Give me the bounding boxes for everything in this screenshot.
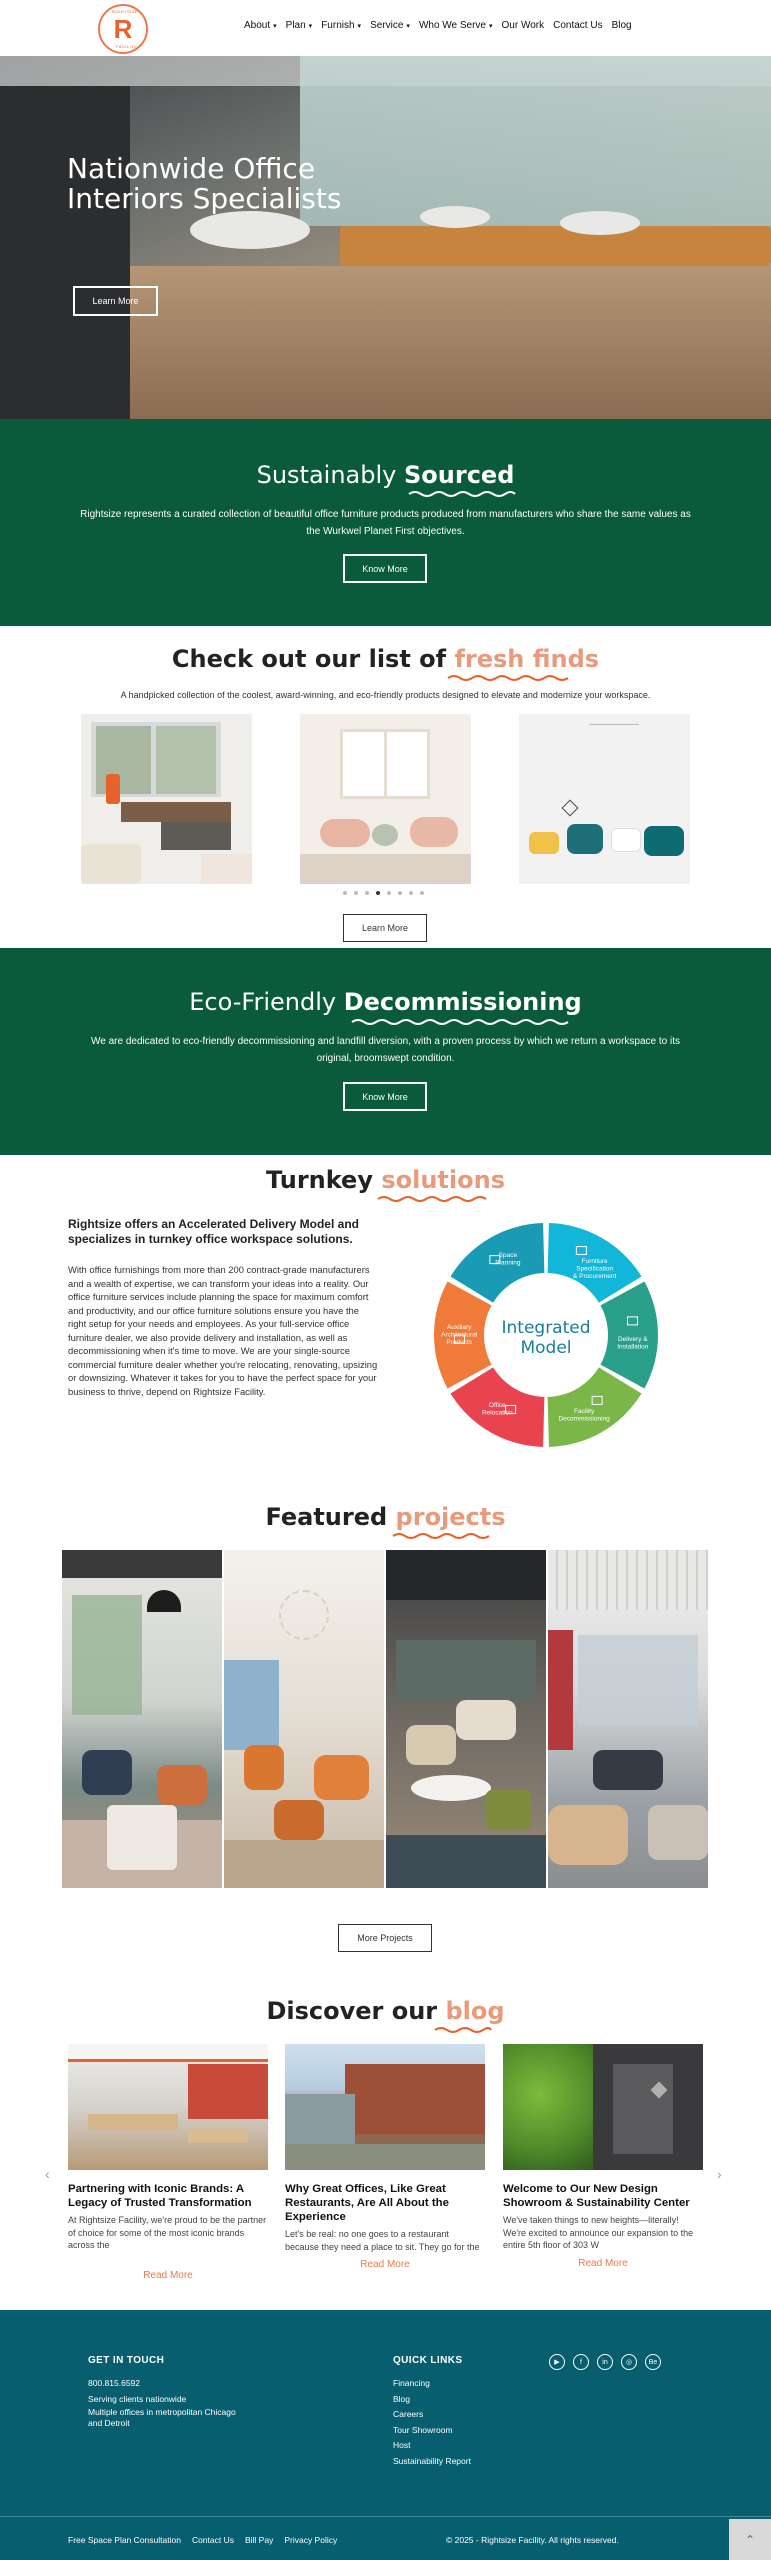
footer-link-careers[interactable]: Careers: [393, 2409, 424, 2420]
blog-title: Discover our blog: [266, 1997, 505, 2025]
title-squiggle: [446, 674, 571, 682]
phone-link[interactable]: 800.815.6592: [88, 2378, 140, 2388]
blog-post-title[interactable]: Welcome to Our New Design Showroom & Sustainability Center: [503, 2183, 690, 2209]
blog-prev-arrow[interactable]: ‹: [45, 2166, 50, 2182]
carousel-dot[interactable]: [343, 891, 347, 895]
carousel-dot[interactable]: [409, 891, 413, 895]
footer-link-sustainability-report[interactable]: Sustainability Report: [393, 2455, 471, 2466]
hero-photo-dark-wall: [0, 86, 130, 419]
blog-post-excerpt: At Rightsize Facility, we're proud to be the partner of choice for some of the most iconic brands across the: [68, 2215, 267, 2250]
wheel-segment-label: Space Planning: [495, 1251, 521, 1267]
footer-link-financing[interactable]: Financing: [393, 2378, 430, 2388]
hero-photo-table: [420, 206, 490, 228]
turnkey-heading: Rightsize offers an Accelerated Delivery Model and specializes in turnkey office workspace solutions.: [68, 1217, 359, 1246]
instagram-icon[interactable]: ◎: [621, 2354, 637, 2370]
footer-link-blog[interactable]: Blog: [393, 2393, 411, 2404]
section-text: Rightsize represents a curated collection of beautiful office furniture products produced from manufacturers who share the same values as the Wurkwel Planet First objectives.: [80, 509, 691, 537]
hero-learn-more-button[interactable]: Learn More: [73, 286, 158, 316]
fresh-finds-text: A handpicked collection of the coolest, award-winning, and eco-friendly products designed to elevate and modernize your workspace.: [120, 690, 651, 700]
main-nav: [244, 20, 632, 31]
behance-icon[interactable]: Be: [645, 2354, 661, 2370]
logo-bottom-text: FACILITY: [116, 44, 138, 49]
title-squiggle: [350, 1018, 575, 1026]
section-text: We are dedicated to eco-friendly decommissioning and landfill diversion, with a proven process by which we return a workspace to its original, broomswept condition.: [91, 1036, 680, 1064]
logo-letter: R: [113, 13, 133, 44]
contact-list: [88, 2376, 238, 2429]
nav-item-label: Service: [370, 20, 404, 31]
get-in-touch-heading: GET IN TOUCH: [88, 2355, 165, 2366]
youtube-icon[interactable]: ▶: [549, 2354, 565, 2370]
nav-item-our-work[interactable]: [502, 20, 545, 31]
nav-item-label: Plan: [285, 20, 306, 31]
hero-photo-table: [190, 211, 310, 249]
wheel-segment-label: Auxiliary Architectural Products: [441, 1323, 478, 1346]
nav-item-who-we-serve[interactable]: [419, 20, 493, 31]
logo-top-text: RIGHTSIZE: [112, 9, 138, 14]
copyright: © 2025 - Rightsize Facility. All rights reserved.: [446, 2535, 619, 2545]
blog-card[interactable]: [285, 2044, 485, 2270]
linkedin-icon[interactable]: in: [597, 2354, 613, 2370]
turnkey-body: With office furnishings from more than 200 contract-grade manufacturers and a wealth of expertise, we can transform your ideas into a reality. Our office furniture services include planning the space for maximum comfort and productivity, and our office furniture solutions ensure you have the right setup for your needs and employees. As your full-service office furniture dealer, we also provide delivery and installation, as well as decommissioning when it's time to move. We are your single-source commercial furniture dealer whether you're relocating, renovating, upsizing or downsizing. Whatever it takes for you to have the perfect space for your business to thrive, depend on Rightsize Facility.: [68, 1264, 378, 1397]
carousel-dot[interactable]: [420, 891, 424, 895]
chevron-down-icon: ▾: [406, 22, 410, 30]
eco-decommissioning-section: [0, 948, 771, 1155]
hero-photo-table: [560, 211, 640, 235]
carousel-dot[interactable]: [398, 891, 402, 895]
title-squiggle: [391, 1532, 491, 1540]
bottom-bar: [0, 2516, 771, 2560]
nav-item-about[interactable]: [244, 20, 277, 31]
title-squiggle: [376, 1195, 491, 1203]
blog-card[interactable]: [503, 2044, 703, 2269]
blog-post-excerpt: We've taken things to new heights—literally! We're excited to announce our expansion to the entire 5th floor of 303 W: [503, 2215, 694, 2250]
fresh-finds-title: Check out our list of fresh finds: [171, 645, 600, 673]
bottom-link-free-space-plan-consultation[interactable]: Free Space Plan Consultation: [68, 2535, 181, 2545]
nav-item-service[interactable]: [370, 20, 410, 31]
blog-image[interactable]: [68, 2044, 268, 2170]
quick-links-heading: QUICK LINKS: [393, 2355, 463, 2366]
social-links: [549, 2354, 661, 2370]
bottom-link-contact-us[interactable]: Contact Us: [191, 2535, 234, 2545]
footer-link-host[interactable]: Host: [393, 2440, 411, 2451]
rightsize-logo[interactable]: [98, 4, 148, 54]
chevron-down-icon: ▾: [357, 22, 362, 30]
site-header: [0, 0, 771, 56]
carousel-dot[interactable]: [365, 891, 369, 895]
nav-item-blog[interactable]: [612, 20, 632, 31]
carousel-dot[interactable]: [387, 891, 391, 895]
nav-item-label: Our Work: [501, 20, 545, 31]
section-title: Eco-Friendly Decommissioning: [189, 988, 582, 1016]
carousel-dot[interactable]: [354, 891, 358, 895]
nav-item-plan[interactable]: [286, 20, 313, 31]
footer-link-tour-showroom[interactable]: Tour Showroom: [393, 2424, 453, 2435]
carousel-dot[interactable]: [376, 891, 380, 895]
eco-know-more-button[interactable]: Know More: [343, 1082, 427, 1111]
hero-photo-bench: [340, 226, 771, 266]
blog-read-more-link[interactable]: Read More: [360, 2259, 410, 2270]
section-title: Sustainably Sourced: [256, 461, 515, 489]
project-image[interactable]: [386, 1550, 546, 1888]
bottom-link-bill-pay[interactable]: Bill Pay: [244, 2535, 274, 2545]
wheel-segment-label: Furniture Specification & Procurement: [572, 1257, 617, 1280]
nav-item-label: Furnish: [321, 20, 355, 31]
more-projects-button[interactable]: More Projects: [338, 1924, 432, 1952]
wheel-segment-label: Facility Decommissioning: [558, 1408, 610, 1423]
nav-item-contact-us[interactable]: [553, 20, 602, 31]
back-to-top-button[interactable]: ⌃: [729, 2519, 771, 2560]
bottom-link-privacy-policy[interactable]: Privacy Policy: [284, 2535, 338, 2545]
nav-item-label: Contact Us: [553, 20, 603, 31]
product-image-poufs[interactable]: [519, 714, 690, 884]
facebook-icon[interactable]: f: [573, 2354, 589, 2370]
turnkey-title: Turnkey solutions: [266, 1166, 505, 1194]
title-squiggle: [433, 2026, 493, 2034]
blog-read-more-link[interactable]: Read More: [578, 2257, 628, 2269]
sustainably-sourced-section: [0, 419, 771, 626]
sustainably-know-more-button[interactable]: Know More: [343, 554, 427, 583]
chevron-down-icon: ▾: [489, 22, 493, 30]
project-image[interactable]: [224, 1550, 384, 1888]
blog-read-more-link[interactable]: Read More: [143, 2269, 193, 2281]
hero: [0, 56, 771, 419]
nav-item-label: About: [244, 20, 271, 31]
carousel-dots: [343, 891, 424, 895]
product-image-desk[interactable]: [81, 714, 252, 884]
blog-post-title[interactable]: Partnering with Iconic Brands: A Legacy of Trusted Transformation: [68, 2183, 252, 2209]
integrated-model-wheel: [426, 1215, 666, 1455]
wheel-segment-label: Office Relocation: [481, 1402, 513, 1417]
nav-item-label: Blog: [611, 20, 632, 31]
hero-title: Nationwide Office Interiors Specialists: [67, 152, 342, 215]
title-squiggle: [407, 490, 517, 498]
quick-links-list: [393, 2376, 543, 2470]
blog-next-arrow[interactable]: ›: [717, 2166, 722, 2182]
contact-line: Multiple offices in metropolitan Chicago and Detroit: [88, 2407, 236, 2429]
chevron-down-icon: ▾: [273, 22, 277, 30]
nav-item-label: Who We Serve: [418, 20, 486, 31]
blog-post-excerpt: Let's be real: no one goes to a restaurant because they need a place to sit. They go for the: [285, 2229, 480, 2252]
product-image-lounge[interactable]: [300, 714, 471, 884]
contact-line: Serving clients nationwide: [88, 2393, 187, 2404]
wheel-segment-label: Delivery & Installation: [617, 1336, 649, 1351]
project-image[interactable]: [62, 1550, 222, 1888]
chevron-down-icon: ▾: [308, 22, 313, 30]
wheel-segment: [600, 1282, 658, 1389]
blog-image[interactable]: [285, 2044, 485, 2170]
nav-item-furnish[interactable]: [321, 20, 361, 31]
site-footer: [0, 2310, 771, 2516]
blog-image[interactable]: [503, 2044, 703, 2170]
blog-card[interactable]: [68, 2044, 268, 2281]
blog-post-title[interactable]: Why Great Offices, Like Great Restaurants, Are All About the Experience: [285, 2183, 449, 2223]
bottom-links: [68, 2535, 337, 2545]
wheel-center-label: Integrated: [501, 1318, 591, 1338]
projects-title: Featured projects: [265, 1503, 506, 1531]
project-image[interactable]: [548, 1550, 708, 1888]
fresh-learn-more-button[interactable]: Learn More: [343, 914, 427, 942]
wheel-center-label: Model: [520, 1338, 572, 1358]
